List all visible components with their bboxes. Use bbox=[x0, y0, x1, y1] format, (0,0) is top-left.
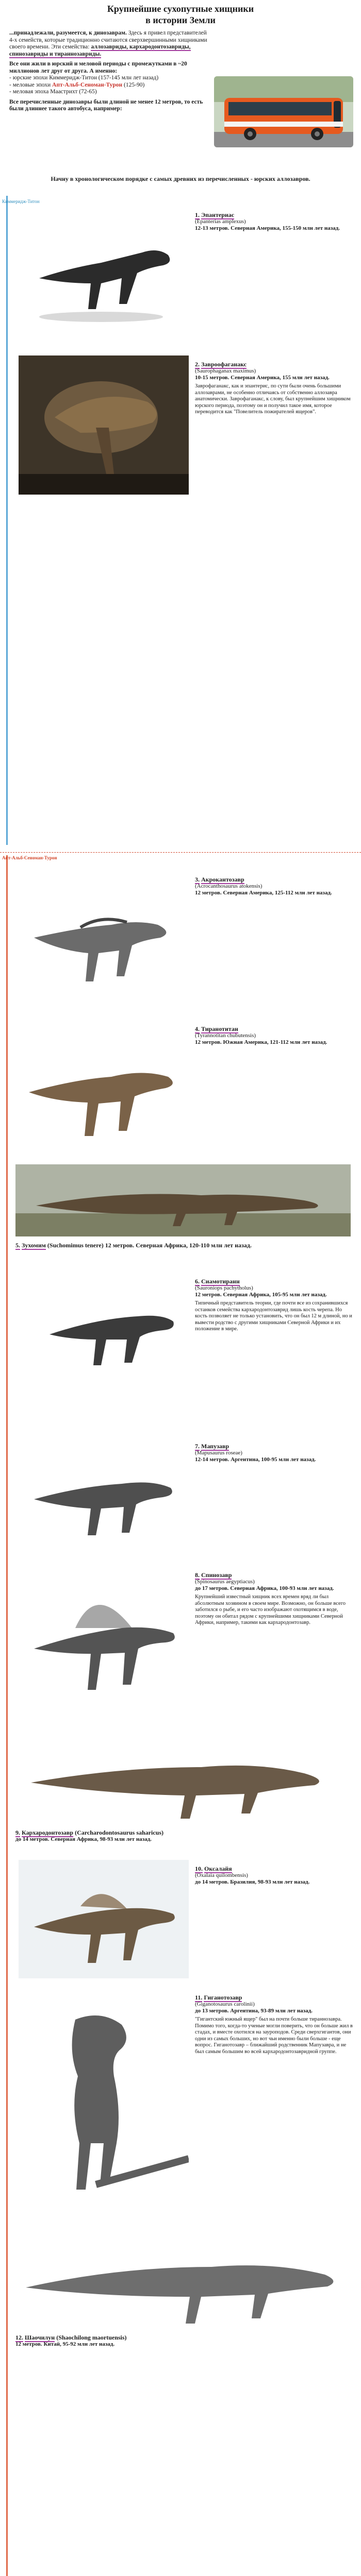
period-jurassic: - юрские эпохи Киммеридж-Титон (157-145 млн лет назад) bbox=[9, 75, 159, 81]
shaochilong-image bbox=[15, 2226, 351, 2329]
dino-latin-1: (Epanterias amplexus) bbox=[195, 218, 246, 225]
page-title bbox=[0, 3, 361, 26]
dino-name-7: Мапузавр bbox=[201, 1443, 229, 1450]
dino-item-2: 2. Завроофаганакс (Saurophaganax maximus) 10-15 метров. Северная Америка, 155 млн лет назад. Заврофаганакс, как и эпантерис, по сути были очень большими аллозаврами, не особенно отличаясь от собственно аллозавра анатомически. Заврофаганакс, к слову, был крупнейшим хищником юрского периода, поэтому он и получил такое имя, которое переводится как "Повелитель пожирателей ящеров". bbox=[195, 361, 355, 416]
title-line-1: Крупнейшие сухопутные хищники bbox=[107, 4, 254, 14]
era-axis-jurassic bbox=[6, 196, 8, 845]
era-separator-1 bbox=[0, 852, 361, 853]
dino-name-12: Шаочилун bbox=[25, 2334, 55, 2341]
dino-latin-3: (Acrocanthosaurus atokensis) bbox=[195, 883, 262, 889]
dino-note-6: Типичный представитель теории, где почти все из сохранившихся останков семейства кархародонтозаврид лишь кость черепа. Но кость позволяет не только установить, что он был 12 м длиной, но и вывести родство с другими хищниками Северной Африки и их положение в мире. bbox=[195, 1300, 352, 1332]
title-line-2: в истории Земли bbox=[145, 15, 216, 25]
dino-name-6: Сиамотиранн bbox=[201, 1278, 240, 1285]
dino-desc-10: до 14 метров. Бразилия, 98-93 млн лет назад. bbox=[195, 1879, 310, 1885]
dino-name-1: Эпантериас bbox=[201, 211, 235, 218]
dino-latin-11: (Giganotosaurus carolinii) bbox=[195, 2001, 255, 2007]
saurophaganax-image bbox=[19, 355, 189, 495]
dino-desc-9: до 14 метров. Северная Африка, 98-93 млн лет назад. bbox=[15, 1836, 152, 1842]
dino-desc-11: до 13 метров. Аргентина, 93-89 млн лет назад. bbox=[195, 2008, 313, 2014]
dino-name-5: Зухомим bbox=[22, 1242, 46, 1249]
dino-desc-4: 12 метров. Южная Америка, 121-112 млн лет назад. bbox=[195, 1039, 327, 1045]
mapusaurus-image bbox=[19, 1437, 189, 1546]
dino-item-5: 5. Зухомим (Suchomimus tenere) 12 метров. Северная Африка, 120-110 млн лет назад. bbox=[15, 1242, 252, 1249]
intro-paragraph-1 bbox=[9, 30, 208, 58]
bus-photo bbox=[214, 76, 353, 147]
intro-lead: ...принадлежали, разумеется, к динозаврам. bbox=[9, 30, 127, 36]
dino-name-8: Спинозавр bbox=[201, 1571, 232, 1579]
dino-desc-3: 12 метров. Северная Америка, 125-112 млн лет назад. bbox=[195, 890, 332, 896]
periods-lead: Все они жили в юрский и меловой периоды с промежутками в ~20 миллионов лет друг от друга. А именно: bbox=[9, 61, 187, 74]
dino-item-3: 3. Акрокантозавр (Acrocanthosaurus atokensis) 12 метров. Северная Америка, 125-112 млн лет назад. bbox=[195, 876, 355, 896]
dino-latin-12: (Shaochilong maortuensis) bbox=[56, 2334, 127, 2341]
intro-paragraph-3: Все перечисленные динозавры были длиной не менее 12 метров, то есть были длиннее такого автобуса, например: bbox=[9, 98, 203, 112]
dino-name-3: Акрокантозавр bbox=[201, 876, 244, 883]
period-maastricht: - меловая эпоха Маастрихт (72-65) bbox=[9, 89, 97, 95]
dino-latin-7: (Mapusaurus roseae) bbox=[195, 1450, 242, 1456]
epanterias-image bbox=[19, 206, 189, 332]
spinosaurus-image bbox=[19, 1566, 189, 1716]
tyrannotitan-image bbox=[19, 1020, 189, 1154]
intro-body: Здесь я привел представителей 4-х семейств, которые традиционно считаются сверхвершинными хищниками своего времени. Эти семейства: bbox=[9, 30, 207, 50]
dino-name-10: Оксалайя bbox=[204, 1865, 232, 1872]
dino-item-10: 10. Оксалайя (Oxalaia quilombensis) до 14 метров. Бразилия, 98-93 млн лет назад. bbox=[195, 1865, 355, 1886]
families-list: аллозавриды, кархародонтозавриды, спинозавриды и тираннозавриды. bbox=[9, 44, 191, 57]
oxalaia-image bbox=[19, 1860, 189, 1978]
dino-desc-2: 10-15 метров. Северная Америка, 155 млн лет назад. bbox=[195, 375, 330, 381]
dino-name-11: Гиганотозавр bbox=[204, 1994, 242, 2001]
dino-desc-5: 12 метров. Северная Африка, 120-110 млн лет назад. bbox=[105, 1242, 252, 1249]
dino-desc-6: 12 метров. Северная Африка, 105-95 млн лет назад. bbox=[195, 1292, 327, 1298]
dino-latin-9: (Carcharodontosaurus saharicus) bbox=[75, 1829, 164, 1836]
dino-name-2: Завроофаганакс bbox=[201, 361, 247, 368]
dino-desc-12: 12 метров. Китай, 95-92 млн лет назад. bbox=[15, 2341, 115, 2347]
era-axis-cretaceous bbox=[6, 855, 8, 2576]
dino-item-9: 9. Кархародонтозавр (Carcharodontosaurus saharicus) до 14 метров. Северная Африка, 98-93 млн лет назад. bbox=[15, 1829, 351, 1843]
era-label-kimmeridge: Киммеридж-Титон bbox=[2, 199, 40, 204]
dino-item-1: 1. Эпантериас (Epanterias amplexus) 12-13 метров. Северная Америка, 155-150 млн лет назад. bbox=[195, 211, 355, 232]
intro-paragraph-2 bbox=[9, 61, 208, 96]
carcharodontosaurus-image bbox=[15, 1736, 351, 1824]
acrocanthosaurus-image bbox=[19, 876, 189, 1005]
chronology-note: Начну в хронологическом порядке с самых древних из перечисленных - юрских аллозавров. bbox=[51, 175, 310, 182]
intro-text bbox=[9, 30, 208, 116]
sauroniops-image bbox=[19, 1273, 189, 1376]
dino-item-7: 7. Мапузавр (Mapusaurus roseae) 12-14 метров. Аргентина, 100-95 млн лет назад. bbox=[195, 1443, 355, 1463]
dino-latin-4: (Tyrannotitan chubutensis) bbox=[195, 1032, 256, 1039]
dino-name-9: Кархародонтозавр bbox=[22, 1829, 74, 1836]
dino-desc-8: до 17 метров. Северная Африка, 100-93 млн лет назад. bbox=[195, 1585, 334, 1591]
dino-latin-5: (Suchomimus tenere) bbox=[47, 1242, 104, 1249]
dino-item-12: 12. Шаочилун (Shaochilong maortuensis) 12 метров. Китай, 95-92 млн лет назад. bbox=[15, 2334, 351, 2348]
dino-item-4: 4. Тиранотитан (Tyrannotitan chubutensis) 12 метров. Южная Америка, 121-112 млн лет назад. bbox=[195, 1025, 355, 1046]
dino-note-11: "Гигантский южный ящер" был на почти больше тираннозавра. Помимо того, когда-то ученые могли поверить, что он больше жил в стадах, и вместе охотился на зауроподов. Среди сверхгигантов, они одни из самых больших, но вот чьи именно были больше - еще вопрос. Гиганотозавр – ближайший родственник Мапузавра, и не был самым большим во всей кархародонтозавридной группе. bbox=[195, 2016, 353, 2055]
dino-desc-1: 12-13 метров. Северная Америка, 155-150 млн лет назад. bbox=[195, 225, 340, 231]
dino-item-11: 11. Гиганотозавр (Giganotosaurus carolinii) до 13 метров. Аргентина, 93-89 млн лет назад. "Гигантский южный ящер" был на почти больше тираннозавра. Помимо того, когда-то ученые могли поверить, что он больше жил в стадах, и вместе охотился на зауроподов. Среди сверхгигантов, они одни из самых больших, но вот чьи именно были больше - еще вопрос. Гиганотозавр – ближайший родственник Мапузавра, и не был самым большим во всей кархародонтозавридной группе. bbox=[195, 1994, 355, 2055]
suchomimus-image bbox=[15, 1164, 351, 1236]
dino-item-6: 6. Сиамотиранн (Sauroniops pachytholus) 12 метров. Северная Африка, 105-95 млн лет назад. Типичный представитель теории, где почти все из сохранившихся останков семейства кархародонтозаврид лишь кость черепа. Но кость позволяет не только установить, что он был 12 м длиной, но и вывести родство с другими хищниками Северной Африки и их положение в мире. bbox=[195, 1278, 355, 1333]
dino-latin-8: (Spinosaurus aegyptiacus) bbox=[195, 1579, 255, 1585]
era-label-apt-alb: Апт-Альб-Сеноман-Турон bbox=[2, 855, 57, 860]
dino-latin-2: (Saurophaganax maximus) bbox=[195, 368, 256, 374]
dino-desc-7: 12-14 метров. Аргентина, 100-95 млн лет назад. bbox=[195, 1456, 316, 1463]
dino-item-8: 8. Спинозавр (Spinosaurus aegyptiacus) до 17 метров. Северная Африка, 100-93 млн лет назад. Крупнейший известный хищник всех времен вряд ли был абсолютным хозяином в своем мире. Возможно, он больше всего заботился о рыбе, и его часто изображают охотящимся в воде, поэтому он обитал рядом с крупнейшими хищниками Северной Африки, например, такими как кархародонтозавр. bbox=[195, 1571, 355, 1626]
dino-note-8: Крупнейший известный хищник всех времен вряд ли был абсолютным хозяином в своем мире. Возможно, он больше всего заботился о рыбе, и его часто изображают охотящимся в воде, поэтому он обитал рядом с крупнейшими хищниками Северной Африки, например, такими как кархародонтозавр. bbox=[195, 1594, 346, 1625]
dino-name-4: Тиранотитан bbox=[201, 1025, 238, 1032]
period-cretaceous-1: - меловые эпохи Апт-Альб-Сеноман-Турон (125-90) bbox=[9, 81, 145, 88]
dino-latin-10: (Oxalaia quilombensis) bbox=[195, 1872, 248, 1878]
dino-latin-6: (Sauroniops pachytholus) bbox=[195, 1285, 253, 1291]
dino-note-2: Заврофаганакс, как и эпантерис, по сути были очень большими аллозаврами, не особенно отличаясь от собственно аллозавра анатомически. Заврофаганакс, к слову, был крупнейшим хищником юрского периода, поэтому он и получил такое имя, которое переводится как "Повелитель пожирателей ящеров". bbox=[195, 383, 351, 415]
giganotosaurus-image bbox=[19, 1989, 189, 2205]
